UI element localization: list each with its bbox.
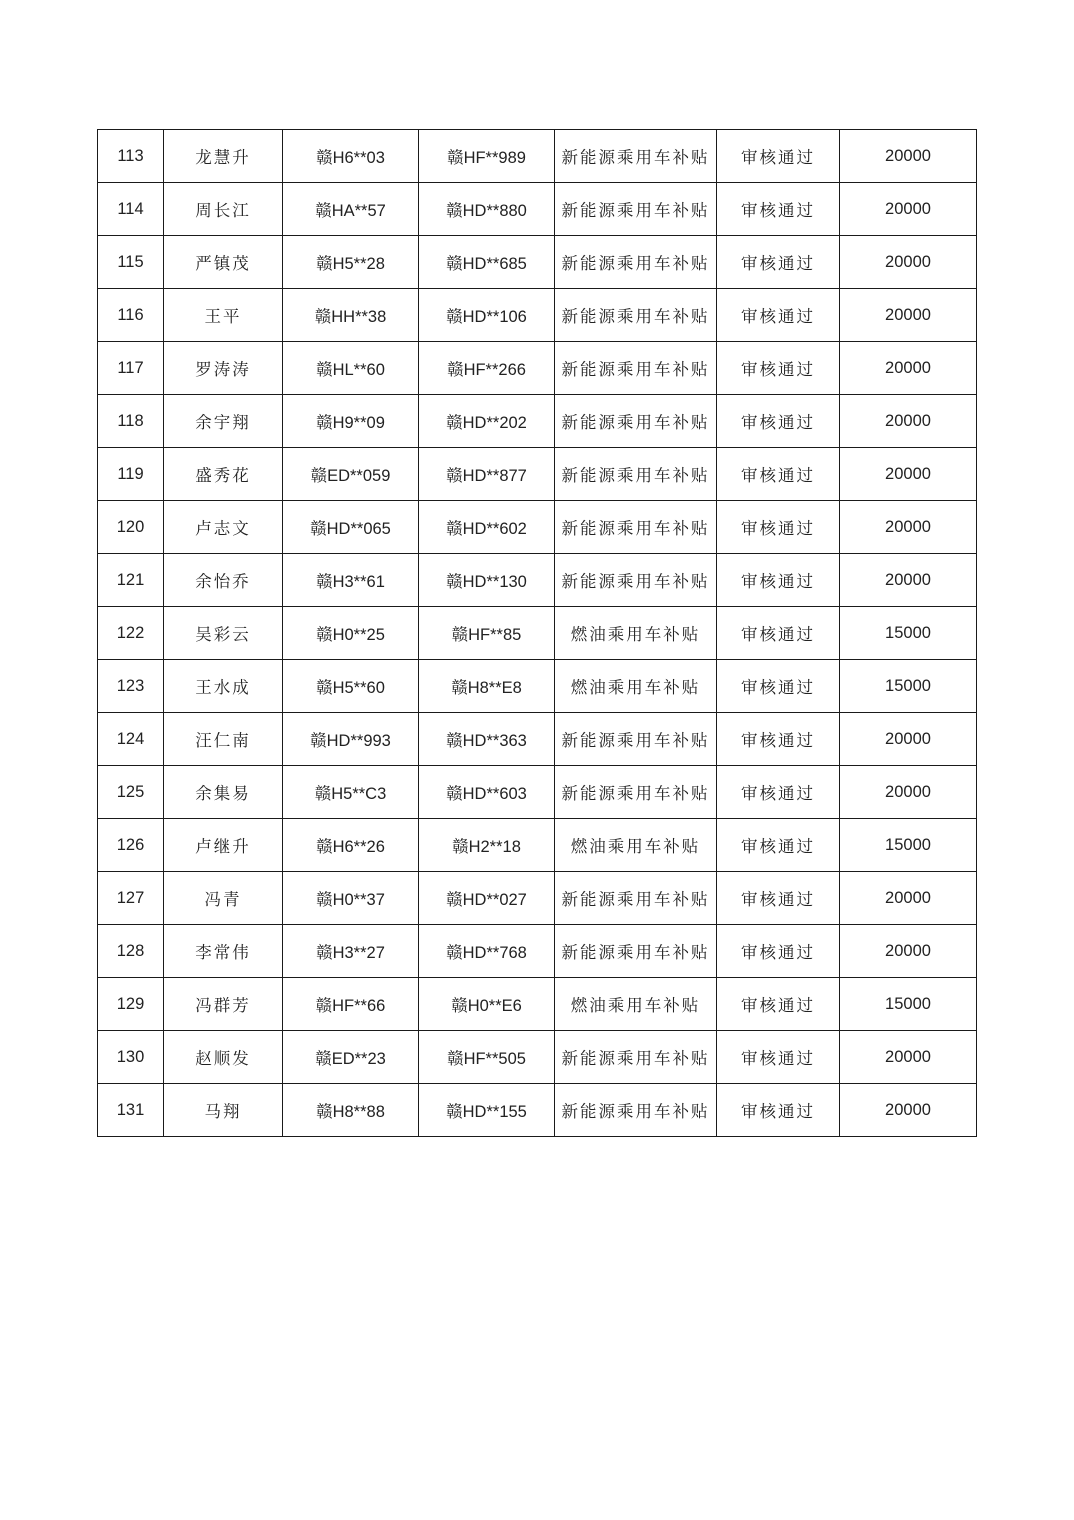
row-number-cell: 126: [98, 819, 164, 872]
applicant-name-cell: 王平: [164, 289, 283, 342]
table-row: [98, 342, 977, 395]
subsidy-type-cell: 燃油乘用车补贴: [555, 660, 717, 713]
new-plate-cell: 赣HD**130: [419, 554, 555, 607]
review-status-cell: 审核通过: [717, 978, 840, 1031]
table-row: [98, 1084, 977, 1137]
old-plate-cell: 赣H0**37: [283, 872, 419, 925]
old-plate-cell: 赣H6**26: [283, 819, 419, 872]
old-plate-cell: 赣HH**38: [283, 289, 419, 342]
review-status-cell: 审核通过: [717, 819, 840, 872]
review-status-cell: 审核通过: [717, 448, 840, 501]
new-plate-cell: 赣HF**505: [419, 1031, 555, 1084]
row-number-cell: 128: [98, 925, 164, 978]
row-number-cell: 122: [98, 607, 164, 660]
subsidy-amount-cell: 15000: [840, 660, 977, 713]
row-number-cell: 115: [98, 236, 164, 289]
review-status-cell: 审核通过: [717, 872, 840, 925]
row-number-cell: 113: [98, 130, 164, 183]
table-row: [98, 978, 977, 1031]
row-number-cell: 119: [98, 448, 164, 501]
new-plate-cell: 赣H8**E8: [419, 660, 555, 713]
review-status-cell: 审核通过: [717, 395, 840, 448]
table-row: [98, 766, 977, 819]
new-plate-cell: 赣HD**603: [419, 766, 555, 819]
table-row: [98, 554, 977, 607]
subsidy-type-cell: 新能源乘用车补贴: [555, 130, 717, 183]
review-status-cell: 审核通过: [717, 766, 840, 819]
subsidy-type-cell: 新能源乘用车补贴: [555, 766, 717, 819]
old-plate-cell: 赣H0**25: [283, 607, 419, 660]
subsidy-type-cell: 新能源乘用车补贴: [555, 1084, 717, 1137]
subsidy-type-cell: 新能源乘用车补贴: [555, 501, 717, 554]
subsidy-amount-cell: 20000: [840, 554, 977, 607]
table-row: [98, 130, 977, 183]
old-plate-cell: 赣H5**C3: [283, 766, 419, 819]
row-number-cell: 125: [98, 766, 164, 819]
subsidy-type-cell: 新能源乘用车补贴: [555, 395, 717, 448]
subsidy-table: [97, 129, 977, 1137]
new-plate-cell: 赣HD**685: [419, 236, 555, 289]
applicant-name-cell: 余集易: [164, 766, 283, 819]
row-number-cell: 123: [98, 660, 164, 713]
old-plate-cell: 赣HD**993: [283, 713, 419, 766]
subsidy-amount-cell: 20000: [840, 501, 977, 554]
applicant-name-cell: 周长江: [164, 183, 283, 236]
subsidy-amount-cell: 20000: [840, 1084, 977, 1137]
subsidy-amount-cell: 15000: [840, 819, 977, 872]
review-status-cell: 审核通过: [717, 607, 840, 660]
old-plate-cell: 赣H5**28: [283, 236, 419, 289]
old-plate-cell: 赣H3**27: [283, 925, 419, 978]
applicant-name-cell: 赵顺发: [164, 1031, 283, 1084]
applicant-name-cell: 李常伟: [164, 925, 283, 978]
subsidy-type-cell: 新能源乘用车补贴: [555, 872, 717, 925]
subsidy-type-cell: 新能源乘用车补贴: [555, 236, 717, 289]
subsidy-amount-cell: 20000: [840, 236, 977, 289]
new-plate-cell: 赣HD**768: [419, 925, 555, 978]
subsidy-type-cell: 新能源乘用车补贴: [555, 925, 717, 978]
old-plate-cell: 赣HA**57: [283, 183, 419, 236]
review-status-cell: 审核通过: [717, 660, 840, 713]
new-plate-cell: 赣HD**027: [419, 872, 555, 925]
old-plate-cell: 赣ED**23: [283, 1031, 419, 1084]
table-row: [98, 607, 977, 660]
row-number-cell: 121: [98, 554, 164, 607]
subsidy-amount-cell: 20000: [840, 448, 977, 501]
subsidy-amount-cell: 15000: [840, 607, 977, 660]
old-plate-cell: 赣HL**60: [283, 342, 419, 395]
table-row: [98, 713, 977, 766]
row-number-cell: 129: [98, 978, 164, 1031]
table-row: [98, 660, 977, 713]
new-plate-cell: 赣H0**E6: [419, 978, 555, 1031]
table-row: [98, 448, 977, 501]
applicant-name-cell: 卢志文: [164, 501, 283, 554]
subsidy-type-cell: 新能源乘用车补贴: [555, 448, 717, 501]
applicant-name-cell: 吴彩云: [164, 607, 283, 660]
subsidy-type-cell: 新能源乘用车补贴: [555, 713, 717, 766]
applicant-name-cell: 冯青: [164, 872, 283, 925]
old-plate-cell: 赣H6**03: [283, 130, 419, 183]
review-status-cell: 审核通过: [717, 501, 840, 554]
new-plate-cell: 赣H2**18: [419, 819, 555, 872]
subsidy-amount-cell: 20000: [840, 925, 977, 978]
row-number-cell: 130: [98, 1031, 164, 1084]
old-plate-cell: 赣H9**09: [283, 395, 419, 448]
new-plate-cell: 赣HD**602: [419, 501, 555, 554]
review-status-cell: 审核通过: [717, 289, 840, 342]
old-plate-cell: 赣H3**61: [283, 554, 419, 607]
subsidy-type-cell: 燃油乘用车补贴: [555, 978, 717, 1031]
subsidy-amount-cell: 20000: [840, 183, 977, 236]
row-number-cell: 118: [98, 395, 164, 448]
subsidy-type-cell: 新能源乘用车补贴: [555, 183, 717, 236]
row-number-cell: 114: [98, 183, 164, 236]
applicant-name-cell: 余宇翔: [164, 395, 283, 448]
table-row: [98, 872, 977, 925]
new-plate-cell: 赣HD**106: [419, 289, 555, 342]
row-number-cell: 117: [98, 342, 164, 395]
table-row: [98, 236, 977, 289]
subsidy-amount-cell: 20000: [840, 395, 977, 448]
new-plate-cell: 赣HD**363: [419, 713, 555, 766]
subsidy-amount-cell: 20000: [840, 872, 977, 925]
new-plate-cell: 赣HF**85: [419, 607, 555, 660]
row-number-cell: 127: [98, 872, 164, 925]
subsidy-amount-cell: 20000: [840, 766, 977, 819]
new-plate-cell: 赣HD**202: [419, 395, 555, 448]
review-status-cell: 审核通过: [717, 1031, 840, 1084]
new-plate-cell: 赣HD**877: [419, 448, 555, 501]
row-number-cell: 120: [98, 501, 164, 554]
new-plate-cell: 赣HF**266: [419, 342, 555, 395]
subsidy-amount-cell: 15000: [840, 978, 977, 1031]
row-number-cell: 124: [98, 713, 164, 766]
table-row: [98, 501, 977, 554]
table-row: [98, 925, 977, 978]
new-plate-cell: 赣HD**155: [419, 1084, 555, 1137]
review-status-cell: 审核通过: [717, 342, 840, 395]
subsidy-type-cell: 新能源乘用车补贴: [555, 289, 717, 342]
table-row: [98, 819, 977, 872]
table-row: [98, 289, 977, 342]
subsidy-amount-cell: 20000: [840, 342, 977, 395]
subsidy-type-cell: 新能源乘用车补贴: [555, 342, 717, 395]
applicant-name-cell: 卢继升: [164, 819, 283, 872]
applicant-name-cell: 马翔: [164, 1084, 283, 1137]
old-plate-cell: 赣H8**88: [283, 1084, 419, 1137]
row-number-cell: 131: [98, 1084, 164, 1137]
old-plate-cell: 赣ED**059: [283, 448, 419, 501]
subsidy-amount-cell: 20000: [840, 713, 977, 766]
old-plate-cell: 赣HD**065: [283, 501, 419, 554]
table-row: [98, 395, 977, 448]
table-row: [98, 1031, 977, 1084]
new-plate-cell: 赣HF**989: [419, 130, 555, 183]
subsidy-type-cell: 燃油乘用车补贴: [555, 819, 717, 872]
subsidy-amount-cell: 20000: [840, 1031, 977, 1084]
review-status-cell: 审核通过: [717, 925, 840, 978]
applicant-name-cell: 严镇茂: [164, 236, 283, 289]
old-plate-cell: 赣HF**66: [283, 978, 419, 1031]
applicant-name-cell: 冯群芳: [164, 978, 283, 1031]
table-row: [98, 183, 977, 236]
applicant-name-cell: 王水成: [164, 660, 283, 713]
review-status-cell: 审核通过: [717, 236, 840, 289]
review-status-cell: 审核通过: [717, 554, 840, 607]
review-status-cell: 审核通过: [717, 130, 840, 183]
applicant-name-cell: 盛秀花: [164, 448, 283, 501]
subsidy-type-cell: 新能源乘用车补贴: [555, 554, 717, 607]
review-status-cell: 审核通过: [717, 713, 840, 766]
table-body: [98, 130, 977, 1137]
old-plate-cell: 赣H5**60: [283, 660, 419, 713]
review-status-cell: 审核通过: [717, 1084, 840, 1137]
applicant-name-cell: 汪仁南: [164, 713, 283, 766]
subsidy-amount-cell: 20000: [840, 289, 977, 342]
applicant-name-cell: 龙慧升: [164, 130, 283, 183]
new-plate-cell: 赣HD**880: [419, 183, 555, 236]
review-status-cell: 审核通过: [717, 183, 840, 236]
row-number-cell: 116: [98, 289, 164, 342]
subsidy-type-cell: 新能源乘用车补贴: [555, 1031, 717, 1084]
applicant-name-cell: 余怡乔: [164, 554, 283, 607]
subsidy-amount-cell: 20000: [840, 130, 977, 183]
subsidy-type-cell: 燃油乘用车补贴: [555, 607, 717, 660]
applicant-name-cell: 罗涛涛: [164, 342, 283, 395]
